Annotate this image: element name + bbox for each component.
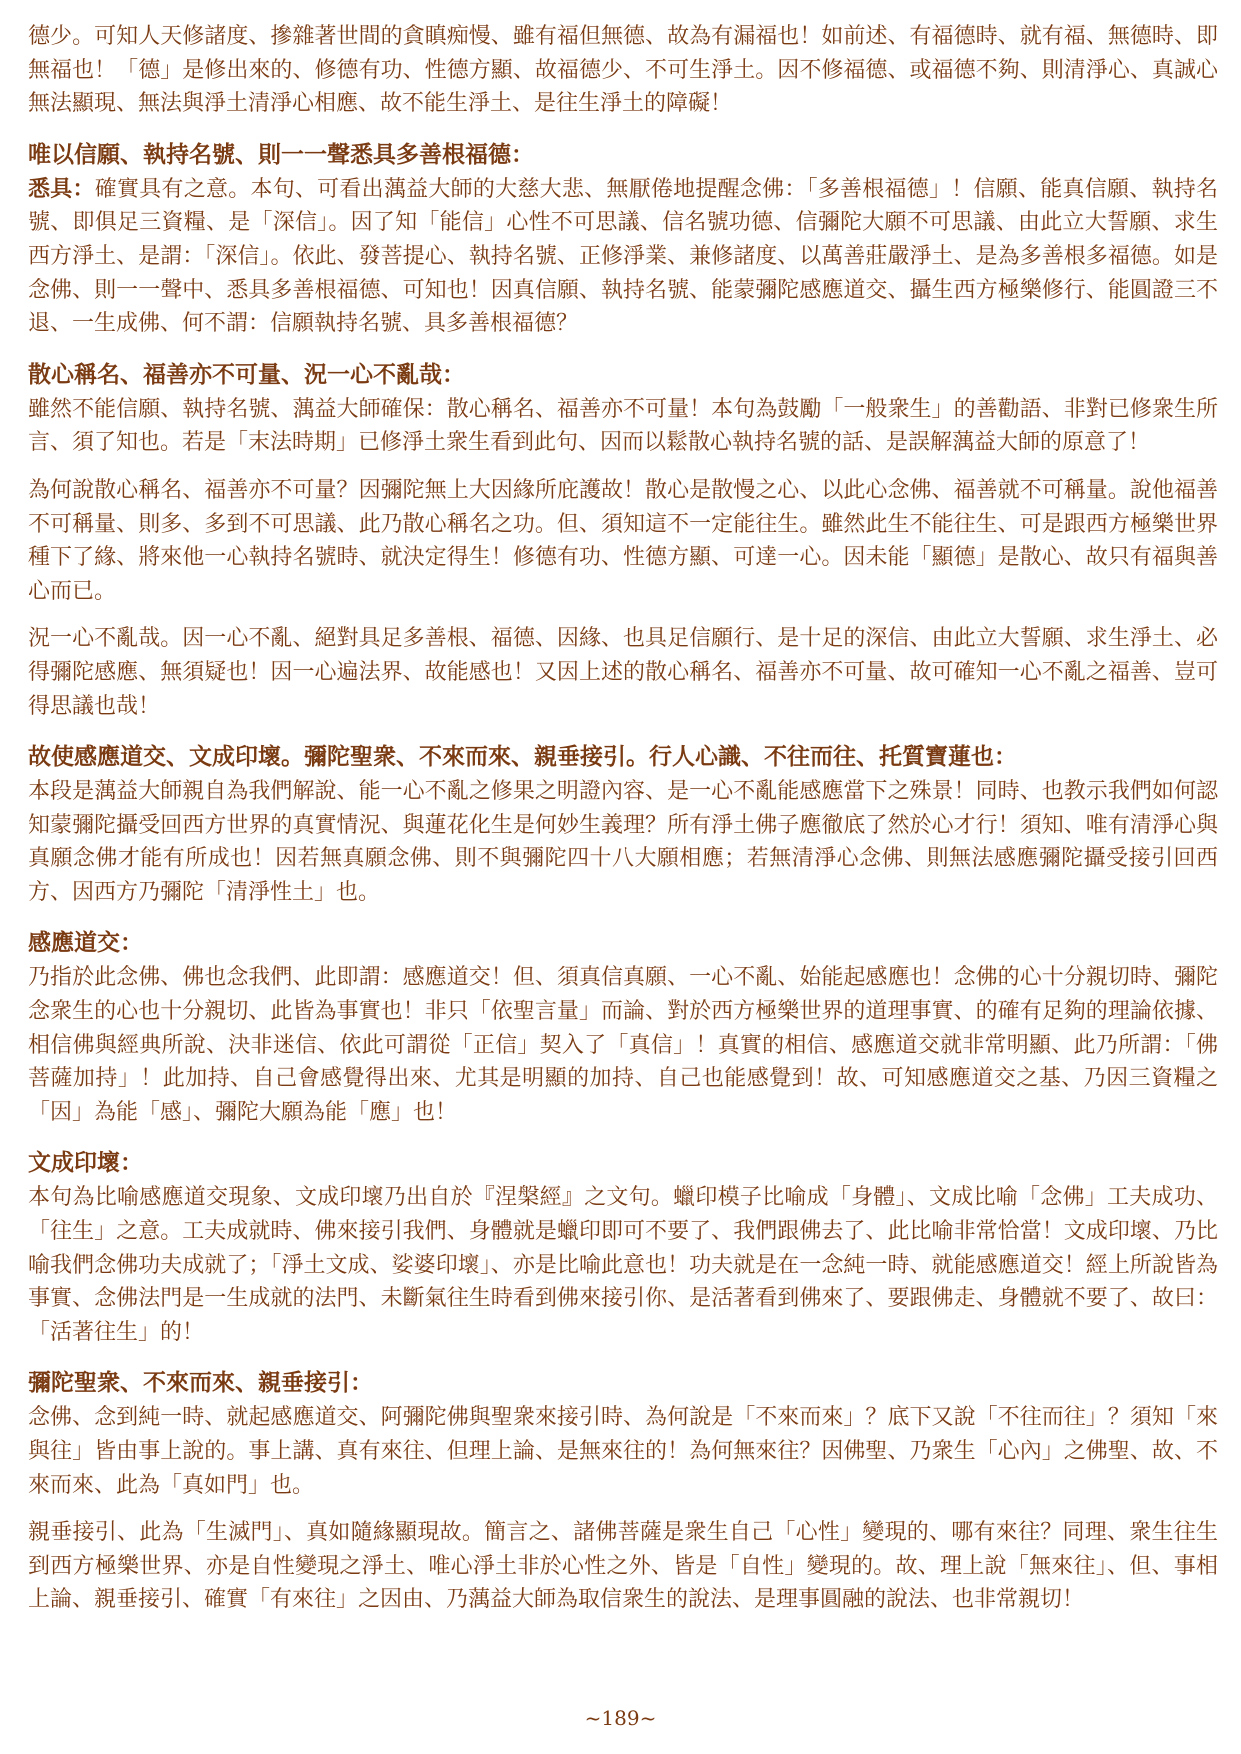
section-paragraph: 為何說散心稱名、福善亦不可量？因彌陀無上大因緣所庇護故！散心是散慢之心、以此心念佛、福善就不可稱量。說他福善不可稱量、則多、多到不可思議、此乃散心稱名之功。但、須知這不一定能往生。雖然此生不能往生、可是跟西方極樂世界種下了緣、將來他一心執持名號時、就決定得生！修德有功、性德方顯、可達一心。因未能「顯德」是散心、故只有福與善心而已。	[28, 477, 1218, 604]
section-paragraph: 本句為比喻感應道交現象、文成印壞乃出自於『涅槃經』之文句。蠟印模子比喻成「身體」、文成比喻「念佛」工夫成功、「往生」之意。工夫成就時、佛來接引我們、身體就是蠟印即可不要了、我們跟佛去了、此比喻非常恰當！文成印壞、乃比喻我們念佛功夫成就了；「淨土文成、娑婆印壞」、亦是比喻此意也！功夫就是在一念純一時、就能感應道交！經上所說皆為事實、念佛法門是一生成就的法門、未斷氣往生時看到佛來接引你、是活著看到佛來了、要跟佛走、身體就不要了、故曰：「活著往生」的！	[28, 1185, 1218, 1345]
section-response	[28, 739, 1218, 909]
section-paragraph: 親垂接引、此為「生滅門」、真如隨緣顯現故。簡言之、諸佛菩薩是衆生自己「心性」變現的、哪有來往？同理、衆生往生到西方極樂世界、亦是自性變現之淨土、唯心淨土非於心性之外、皆是「自性」變現的。故、理上說「無來往」、但、事相上論、親垂接引、確實「有來往」之因由、乃蕅益大師為取信衆生的說法、是理事圓融的說法、也非常親切！	[28, 1520, 1218, 1613]
section-heading: 感應道交：	[28, 929, 143, 957]
section-heading: 散心稱名、福善亦不可量、況一心不亂哉：	[28, 360, 465, 388]
intro-paragraph: 德少。可知人天修諸度、摻雜著世間的貪瞋痴慢、雖有福但無德、故為有漏福也！如前述、有福德時、就有福、無德時、即無福也！「德」是修出來的、修德有功、性德方顯、故福德少、不可生淨土。因不修福德、或福德不夠、則清淨心、真誠心無法顯現、無法與淨土清淨心相應、故不能生淨土、是往生淨土的障礙！	[28, 24, 1218, 117]
section-scattered-mind	[28, 357, 1218, 723]
section-paragraph: 況一心不亂哉。因一心不亂、絕對具足多善根、福德、因緣、也具足信願行、是十足的深信、由此立大誓願、求生淨土、必得彌陀感應、無須疑也！因一心遍法界、故能感也！又因上述的散心稱名、福善亦不可量、故可確知一心不亂之福善、豈可得思議也哉！	[28, 626, 1218, 719]
section-heading: 彌陀聖衆、不來而來、親垂接引：	[28, 1369, 373, 1397]
section-paragraph: 乃指於此念佛、佛也念我們、此即謂：感應道交！但、須真信真願、一心不亂、始能起感應也！念佛的心十分親切時、彌陀念衆生的心也十分親切、此皆為事實也！非只「依聖言量」而論、對於西方極樂世界的道理事實、的確有足夠的理論依據、相信佛與經典所說、決非迷信、依此可謂從「正信」契入了「真信」！真實的相信、感應道交就非常明顯、此乃所謂：「佛菩薩加持」！此加持、自己會感覺得出來、尤其是明顯的加持、自己也能感覺到！故、可知感應道交之基、乃因三資糧之「因」為能「感」、彌陀大願為能「應」也！	[28, 965, 1218, 1125]
page-number: ~189~	[584, 1706, 657, 1730]
section-paragraph: 雖然不能信願、執持名號、蕅益大師確保：散心稱名、福善亦不可量！本句為鼓勵「一般衆生」的善勸語、非對已修衆生所言、須了知也。若是「末法時期」已修淨土衆生看到此句、因而以鬆散心執持名號的話、是誤解蕅益大師的原意了！	[28, 396, 1218, 456]
term-definition: 確實具有之意。本句、可看出蕅益大師的大慈大悲、無厭倦地提醒念佛：「多善根福德」！信願、能真信願、執持名號、即俱足三資糧、是「深信」。因了知「能信」心性不可思議、信名號功德、信彌陀大願不可思議、由此立大誓願、求生西方淨土、是謂：「深信」。依此、發菩提心、執持名號、正修淨業、兼修諸度、以萬善莊嚴淨土、是為多善根多福德。如是念佛、則一一聲中、悉具多善根福德、可知也！因真信願、執持名號、能蒙彌陀感應道交、攝生西方極樂修行、能圓證三不退、一生成佛、何不謂：信願執持名號、具多善根福德？	[28, 176, 1218, 337]
document-page	[28, 20, 1218, 1617]
section-faith-vow	[28, 137, 1218, 341]
section-mutual-response	[28, 925, 1218, 1129]
section-paragraph: 念佛、念到純一時、就起感應道交、阿彌陀佛與聖衆來接引時、為何說是「不來而來」？底下又說「不往而往」？須知「來與往」皆由事上說的。事上講、真有來往、但理上論、是無來往的！為何無來往？因佛聖、乃衆生「心內」之佛聖、故、不來而來、此為「真如門」也。	[28, 1405, 1218, 1498]
section-heading: 故使感應道交、文成印壞。彌陀聖衆、不來而來、親垂接引。行人心識、不往而往、托質寶蓮也：	[28, 743, 1017, 771]
section-paragraph: 本段是蕅益大師親自為我們解說、能一心不亂之修果之明證內容、是一心不亂能感應當下之殊景！同時、也教示我們如何認知蒙彌陀攝受回西方世界的真實情況、與蓮花化生是何妙生義理？所有淨土佛子應徹底了然於心才行！須知、唯有清淨心與真願念佛才能有所成也！因若無真願念佛、則不與彌陀四十八大願相應；若無清淨心念佛、則無法感應彌陀攝受接引回西方、因西方乃彌陀「清淨性土」也。	[28, 779, 1218, 905]
section-paragraph	[28, 173, 1218, 341]
term-label: 悉具：	[28, 175, 95, 202]
section-heading: 唯以信願、執持名號、則一一聲悉具多善根福德：	[28, 140, 534, 168]
section-seal	[28, 1145, 1218, 1349]
section-welcome	[28, 1365, 1218, 1617]
section-heading: 文成印壞：	[28, 1149, 143, 1177]
